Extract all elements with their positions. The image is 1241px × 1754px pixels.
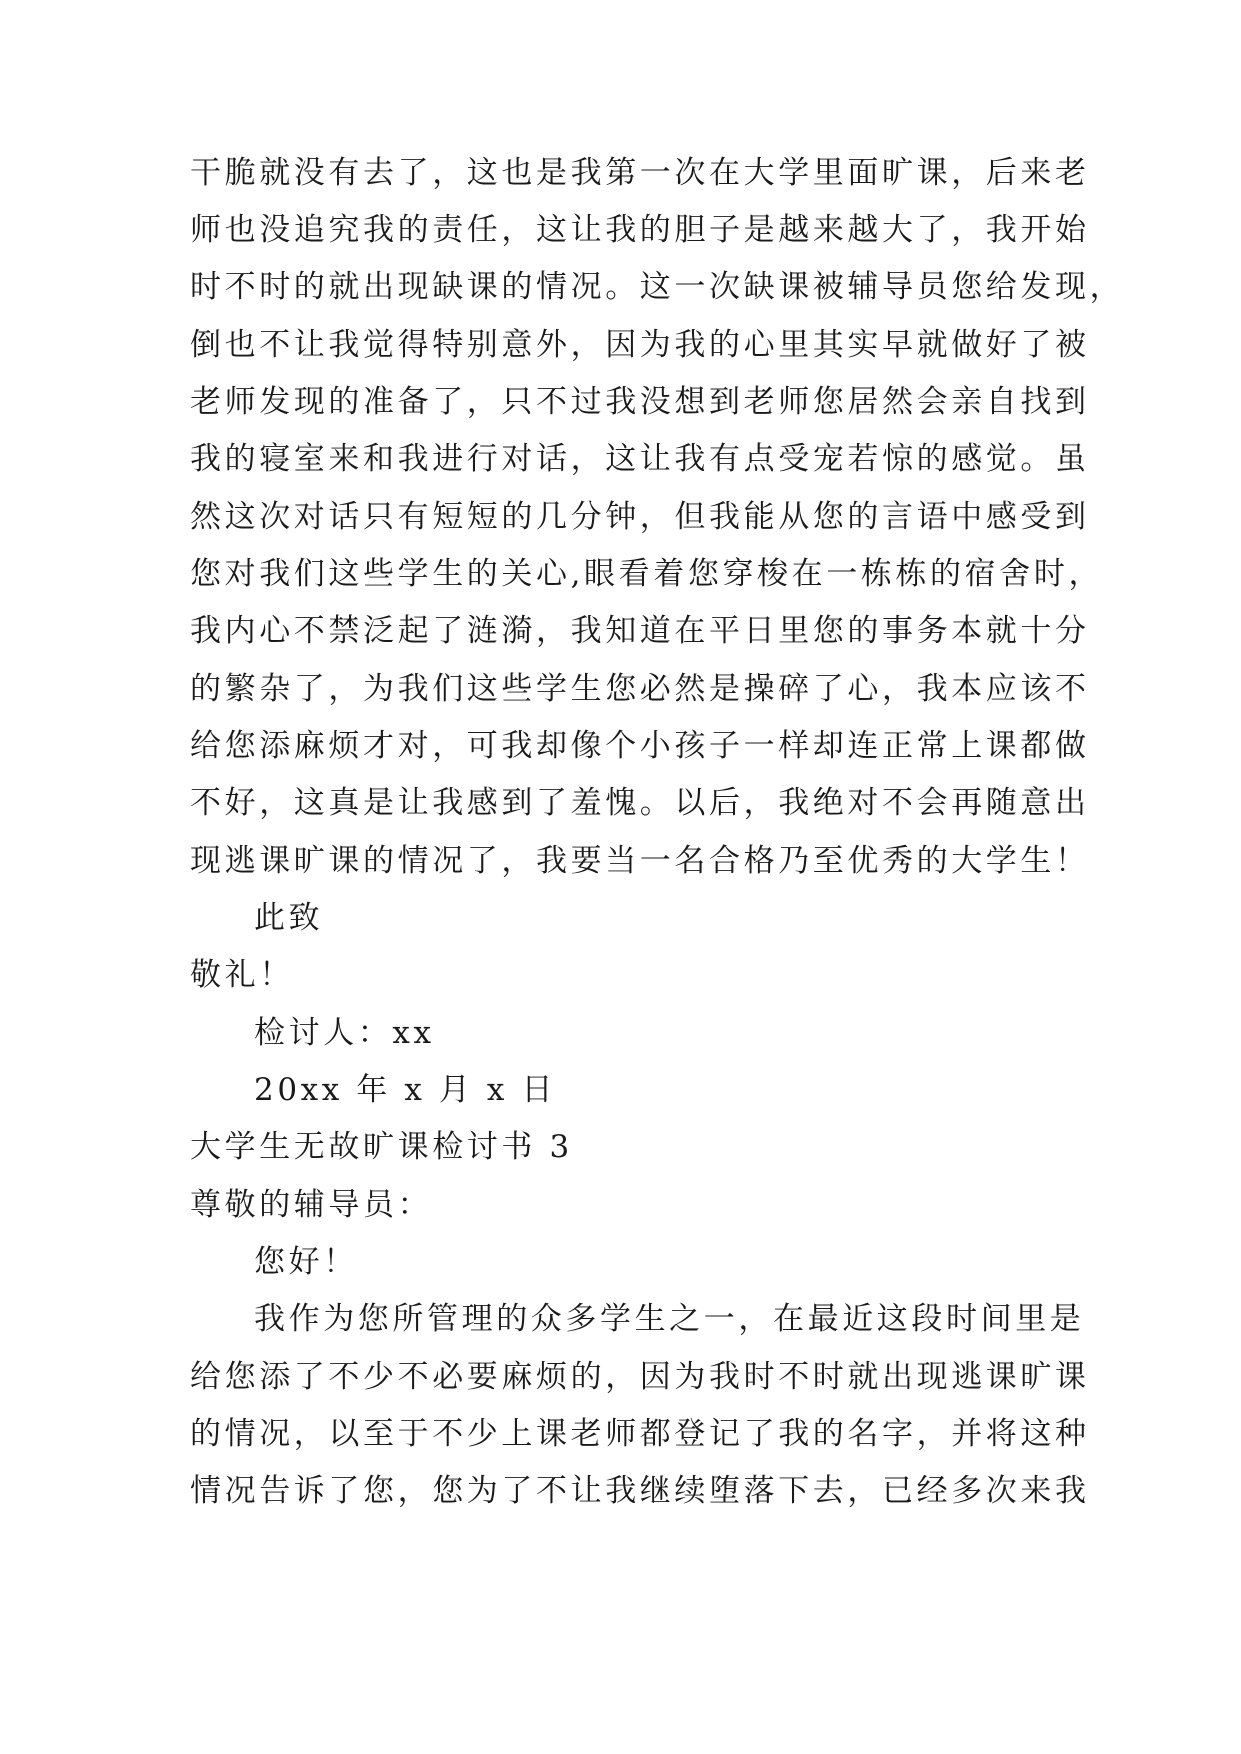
body-line: 干脆就没有去了，这也是我第一次在大学里面旷课，后来老 [190, 155, 1090, 191]
body-line: 现逃课旷课的情况了，我要当一名合格乃至优秀的大学生！ [190, 843, 1090, 879]
body-line: 时不时的就出现缺课的情况。这一次缺课被辅导员您给发现， [190, 269, 1125, 305]
body-line: 我作为您所管理的众多学生之一，在最近这段时间里是 [254, 1301, 1085, 1337]
body-line: 我内心不禁泛起了涟漪，我知道在平日里您的事务本就十分 [190, 613, 1090, 649]
body-line: 不好，这真是让我感到了羞愧。以后，我绝对不会再随意出 [190, 785, 1090, 821]
signature-author: 检讨人：xx [254, 1015, 435, 1051]
body-line: 给您添麻烦才对，可我却像个小孩子一样却连正常上课都做 [190, 728, 1090, 764]
body-line: 我的寝室来和我进行对话，这让我有点受宠若惊的感觉。虽 [190, 441, 1090, 477]
body-line: 倒也不让我觉得特别意外，因为我的心里其实早就做好了被 [190, 327, 1090, 363]
greeting-recipient: 尊敬的辅导员： [190, 1187, 433, 1223]
section-title: 大学生无故旷课检讨书 3 [190, 1129, 573, 1165]
body-line: 的情况，以至于不少上课老师都登记了我的名字，并将这种 [190, 1416, 1090, 1452]
closing-regards: 敬礼！ [190, 957, 294, 993]
closing-salutation: 此致 [254, 900, 324, 936]
body-line: 老师发现的准备了，只不过我没想到老师您居然会亲自找到 [190, 384, 1090, 420]
body-line: 然这次对话只有短短的几分钟，但我能从您的言语中感受到 [190, 499, 1090, 535]
signature-date: 20xx 年 x 月 x 日 [254, 1072, 557, 1108]
body-line: 的繁杂了，为我们这些学生您必然是操碎了心，我本应该不 [190, 671, 1090, 707]
body-line: 给您添了不少不必要麻烦的，因为我时不时就出现逃课旷课 [190, 1359, 1090, 1395]
body-line: 师也没追究我的责任，这让我的胆子是越来越大了，我开始 [190, 212, 1090, 248]
body-line: 您对我们这些学生的关心,眼看着您穿梭在一栋栋的宿舍时， [190, 556, 1104, 592]
body-line: 情况告诉了您，您为了不让我继续堕落下去，已经多次来我 [190, 1473, 1090, 1509]
greeting: 您好！ [254, 1244, 358, 1280]
